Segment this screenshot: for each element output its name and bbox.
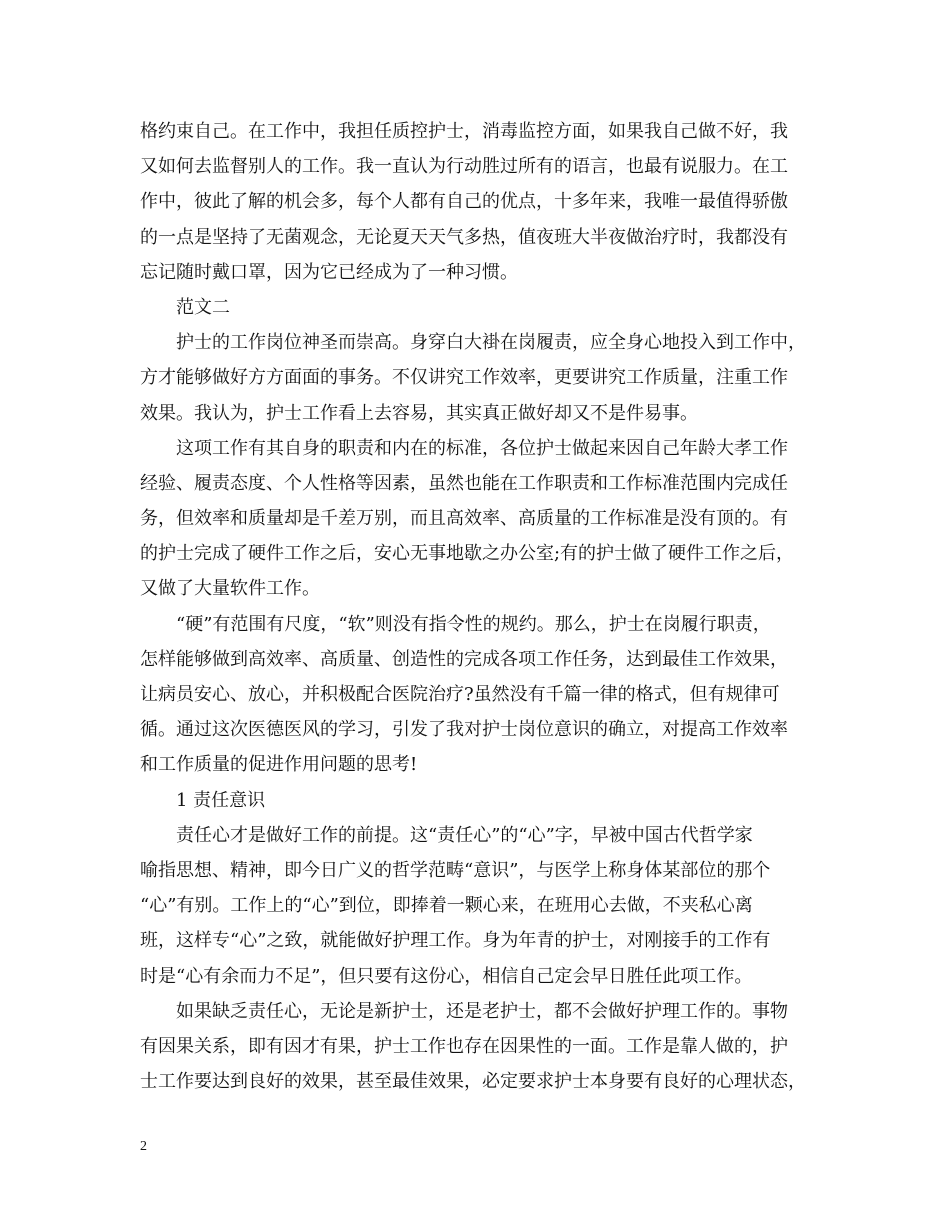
text-line: 务，但效率和质量却是千差万别，而且高效率、高质量的工作标准是没有顶的。有 <box>140 508 788 530</box>
text-line: 士工作要达到良好的效果，甚至最佳效果，必定要求护士本身要有良好的心理状态， <box>140 1071 806 1093</box>
text-line: 护士的工作岗位神圣而崇高。身穿白大褂在岗履责，应全身心地投入到工作中， <box>176 332 806 354</box>
text-line: 让病员安心、放心，并积极配合医院治疗?虽然没有千篇一律的格式，但有规律可 <box>140 684 780 705</box>
text-line: 又如何去监督别人的工作。我一直认为行动胜过所有的语言，也最有说服力。在工 <box>140 156 788 178</box>
text-line: 又做了大量软件工作。 <box>140 578 320 600</box>
page-number: 2 <box>140 1139 147 1154</box>
text-line: 时是“心有余而力不足”，但只要有这份心，相信自己定会早日胜任此项工作。 <box>140 965 753 987</box>
text-line: 作中，彼此了解的机会多，每个人都有自己的优点，十多年来，我唯一最值得骄傲 <box>140 191 788 213</box>
text-line: 这项工作有其自身的职责和内在的标准，各位护士做起来因自己年龄大孝工作 <box>176 437 788 459</box>
text-line: 如果缺乏责任心，无论是新护士，还是老护士，都不会做好护理工作的。事物 <box>176 1000 788 1022</box>
text-line: 班，这样专“心”之致，就能做好护理工作。身为年青的护士，对刚接手的工作有 <box>140 930 771 952</box>
text-line: 1 责任意识 <box>176 789 266 811</box>
text-line: 范文二 <box>176 296 230 318</box>
text-line: 怎样能够做到高效率、高质量、创造性的完成各项工作任务，达到最佳工作效果， <box>140 648 788 670</box>
text-line: 经验、履责态度、个人性格等因素，虽然也能在工作职责和工作标准范围内完成任 <box>140 472 788 494</box>
text-line: 效果。我认为，护士工作看上去容易，其实真正做好却又不是件易事。 <box>140 402 698 424</box>
text-line: 的一点是坚持了无菌观念，无论夏天天气多热，值夜班大半夜做治疗时，我都没有 <box>140 226 788 248</box>
text-line: 忘记随时戴口罩，因为它已经成为了一种习惯。 <box>140 261 518 283</box>
text-line: 的护士完成了硬件工作之后，安心无事地歇之办公室;有的护士做了硬件工作之后， <box>140 543 795 565</box>
text-line: 方才能够做好方方面面的事务。不仅讲究工作效率，更要讲究工作质量，注重工作 <box>140 367 788 389</box>
text-line: 循。通过这次医德医风的学习，引发了我对护士岗位意识的确立，对提高工作效率 <box>140 719 788 741</box>
document-body <box>140 114 820 1099</box>
text-line: 格约束自己。在工作中，我担任质控护士，消毒监控方面，如果我自己做不好，我 <box>140 121 788 142</box>
text-line: “心”有别。工作上的“心”到位，即捧着一颗心来，在班用心去做，不夹私心离 <box>140 895 753 917</box>
text-line: 和工作质量的促进作用问题的思考! <box>140 754 418 776</box>
text-line: 喻指思想、精神，即今日广义的哲学范畴“意识”，与医学上称身体某部位的那个 <box>140 859 771 881</box>
text-line: “硬”有范围有尺度，“软”则没有指令性的规约。那么，护士在岗履行职责， <box>176 613 771 635</box>
text-line: 责任心才是做好工作的前提。这“责任心”的“心”字，早被中国古代哲学家 <box>176 824 753 846</box>
text-line: 有因果关系，即有因才有果，护士工作也存在因果性的一面。工作是靠人做的，护 <box>140 1035 788 1057</box>
